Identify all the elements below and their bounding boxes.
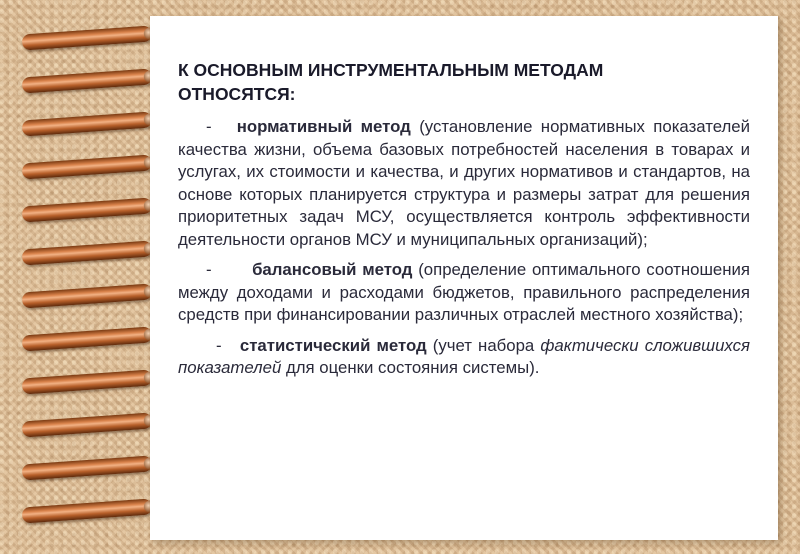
spiral-ring: [22, 412, 153, 437]
list-item-statistical: [178, 335, 750, 380]
list-item-normative: [178, 116, 750, 251]
slide-content: [178, 58, 750, 388]
item-dash: -: [206, 117, 212, 136]
list-item-balance: [178, 259, 750, 327]
spiral-ring: [22, 111, 153, 136]
spiral-ring: [22, 283, 153, 308]
spiral-ring: [22, 197, 153, 222]
spiral-ring: [22, 154, 153, 179]
item-dash: -: [206, 260, 212, 279]
spiral-ring: [22, 68, 153, 93]
spiral-ring: [22, 455, 153, 480]
spiral-ring: [22, 240, 153, 265]
item-term: нормативный метод: [236, 117, 411, 136]
spiral-ring: [22, 326, 153, 351]
item-text-italic: фактически сложившихся показателей: [178, 335, 750, 377]
spiral-ring: [22, 498, 153, 523]
spiral-ring: [22, 25, 153, 50]
title-line-1: К ОСНОВНЫМ ИНСТРУМЕНТАЛЬНЫМ МЕТОДАМ: [178, 60, 604, 80]
spiral-ring: [22, 369, 153, 394]
item-text-after: для оценки состояния системы).: [281, 358, 540, 377]
item-dash: -: [216, 335, 222, 355]
slide-title: [178, 58, 750, 106]
item-text: (определение оптимального соотношения между доходами и расходами бюджетов, правильного распределения средств при финансировании различных отраслей местного хозяйства);: [178, 260, 750, 324]
title-line-2: ОТНОСЯТСЯ:: [178, 84, 296, 104]
item-text-before: (учет набора: [426, 335, 541, 355]
spiral-binding: [0, 0, 150, 554]
item-term: статистический метод: [239, 335, 427, 355]
item-term: балансовый метод: [252, 260, 413, 279]
item-text: (установление нормативных показателей качества жизни, объема базовых потребностей населения в товарах и услугах, их стоимости и качества, и других нормативов и стандартов, на основе которых планируется структура и размеры затрат для решения приоритетных задач МСУ, осуществляется контроль эффективности деятельности органов МСУ и муниципальных организаций);: [178, 117, 751, 249]
slide-page: [150, 16, 778, 540]
